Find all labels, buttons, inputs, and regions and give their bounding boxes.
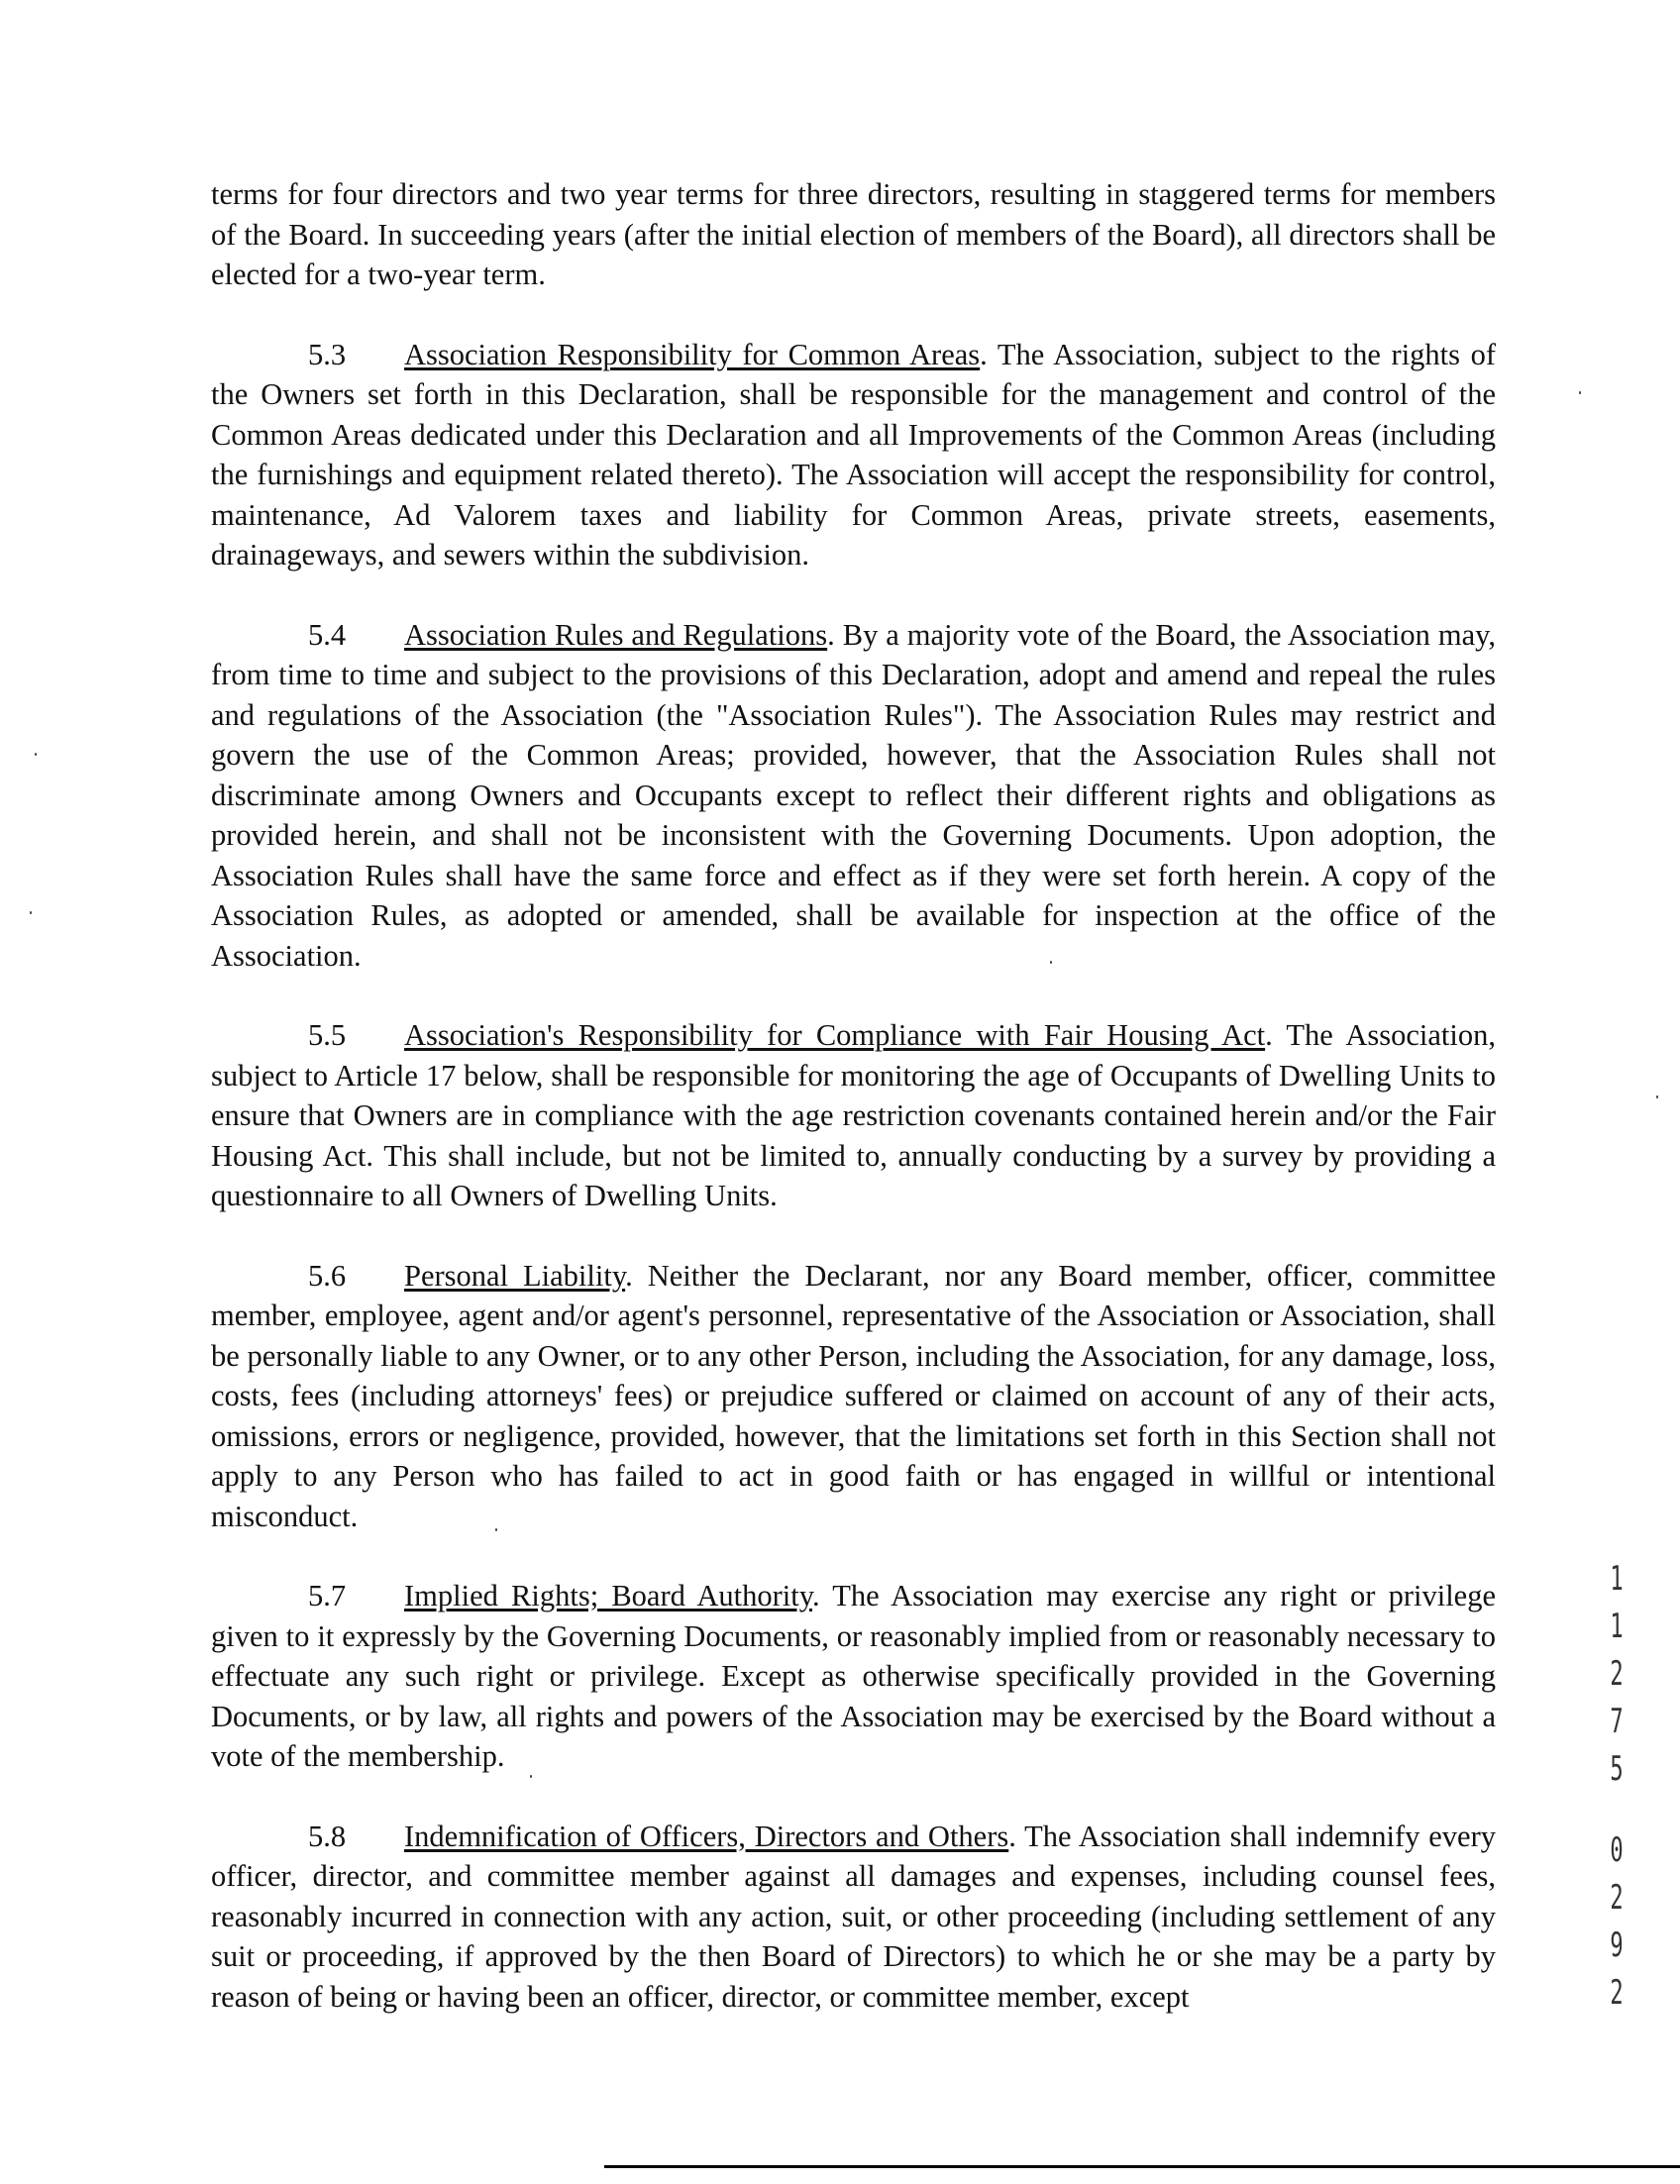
section-title: Association Rules and Regulations <box>404 617 828 652</box>
section-number: 5.4 <box>308 617 347 652</box>
intro-paragraph: terms for four directors and two year terms for three directors, resulting in staggered terms for members of the Board. In succeeding years (after the initial election of members of the Board), all directors shall be elected for a two-year term. <box>211 177 1496 291</box>
section-title: Association's Responsibility for Compliance with Fair Housing Act <box>404 1018 1266 1052</box>
section-title: Indemnification of Officers, Directors and Others <box>404 1819 1009 1853</box>
section-text: . The Association, subject to Article 17 below, shall be responsible for monitoring the age of Occupants of Dwelling Units to ensure that Owners are in compliance with the age restriction covenants contained herein and/or the Fair Housing Act. This shall include, but not be limited to, annually conducting by a survey by providing a questionnaire to all Owners of Dwelling Units. <box>211 1018 1496 1212</box>
stamp-digit: 9 <box>1610 1925 1624 1965</box>
section-text: . The Association may exercise any right or privilege given to it expressly by the Governing Documents, or reasonably implied from or reasonably necessary to effectuate any such right or privilege. Except as otherwise specifically provided in the Governing Documents, or by law, all rights and powers of the Association may be exercised by the Board without a vote of the membership. <box>211 1579 1496 1773</box>
stamp-digit: 0 <box>1610 1830 1624 1870</box>
scan-speck <box>1579 391 1581 394</box>
recording-stamp <box>1597 1555 1636 2017</box>
scan-speck <box>1050 961 1052 964</box>
section-number: 5.8 <box>308 1819 347 1853</box>
section-title: Implied Rights; Board Authority <box>404 1579 812 1612</box>
section-number: 5.7 <box>308 1579 347 1612</box>
section-title: Personal Liability <box>404 1258 626 1293</box>
stamp-digit: 1 <box>1610 1559 1624 1599</box>
stamp-digit: 7 <box>1610 1702 1624 1741</box>
section-5-7 <box>211 1576 1496 1777</box>
section-5-5 <box>211 1015 1496 1216</box>
section-5-4 <box>211 615 1496 977</box>
stamp-digit: 5 <box>1610 1749 1624 1789</box>
scan-speck <box>1656 1095 1658 1098</box>
section-number: 5.6 <box>308 1258 347 1293</box>
document-body <box>211 174 1496 2056</box>
section-title: Association Responsibility for Common Areas <box>404 337 981 371</box>
section-text: . By a majority vote of the Board, the Association may, from time to time and subject to the provisions of this Declaration, adopt and amend and repeal the rules and regulations of the Association (the "Association Rules"). The Association Rules may restrict and govern the use of the Common Areas; provided, however, that the Association Rules shall not discriminate among Owners and Occupants except to reflect their different rights and obligations as provided herein, and shall not be inconsistent with the Governing Documents. Upon adoption, the Association Rules shall have the same force and effect as if they were set forth herein. A copy of the Association Rules, as adopted or amended, shall be available for inspection at the office of the Association. <box>211 617 1496 973</box>
section-number: 5.3 <box>308 337 347 371</box>
section-text: . The Association, subject to the rights of the Owners set forth in this Declaration, shall be responsible for the management and control of the Common Areas dedicated under this Declaration and all Improvements of the Common Areas (including the furnishings and equipment related thereto). The Association will accept the responsibility for control, maintenance, Ad Valorem taxes and liability for Common Areas, private streets, easements, drainageways, and sewers within the subdivision. <box>211 337 1497 572</box>
bottom-scan-edge <box>604 2165 1680 2168</box>
section-5-6 <box>211 1256 1496 1537</box>
scan-speck <box>35 753 37 756</box>
section-text: . The Association shall indemnify every officer, director, and committee member against all damages and expenses, including counsel fees, reasonably incurred in connection with any action, suit, or other proceeding (including settlement of any suit or proceeding, if approved by the then Board of Directors) to which he or she may be a party by reason of being or having been an officer, director, or committee member, except <box>211 1819 1496 2014</box>
stamp-gap <box>1597 1793 1636 1826</box>
stamp-digit: 1 <box>1610 1607 1624 1646</box>
scan-speck <box>30 911 32 914</box>
section-number: 5.5 <box>308 1018 347 1052</box>
stamp-digit: 2 <box>1610 1878 1624 1918</box>
scan-speck <box>530 1775 532 1778</box>
section-text: . Neither the Declarant, nor any Board member, officer, committee member, employee, agent and/or agent's personnel, representative of the Association or Association, shall be personally liable to any Owner, or to any other Person, including the Association, for any damage, loss, costs, fees (including attorneys' fees) or prejudice suffered or claimed on account of any of their acts, omissions, errors or negligence, provided, however, that the limitations set forth in this Section shall not apply to any Person who has failed to act in good faith or has engaged in willful or intentional misconduct. <box>211 1258 1496 1533</box>
section-5-8 <box>211 1817 1496 2018</box>
stamp-digit: 2 <box>1610 1654 1624 1694</box>
scan-speck <box>495 1528 497 1531</box>
section-5-3 <box>211 335 1496 575</box>
stamp-digit: 2 <box>1610 1973 1624 2013</box>
